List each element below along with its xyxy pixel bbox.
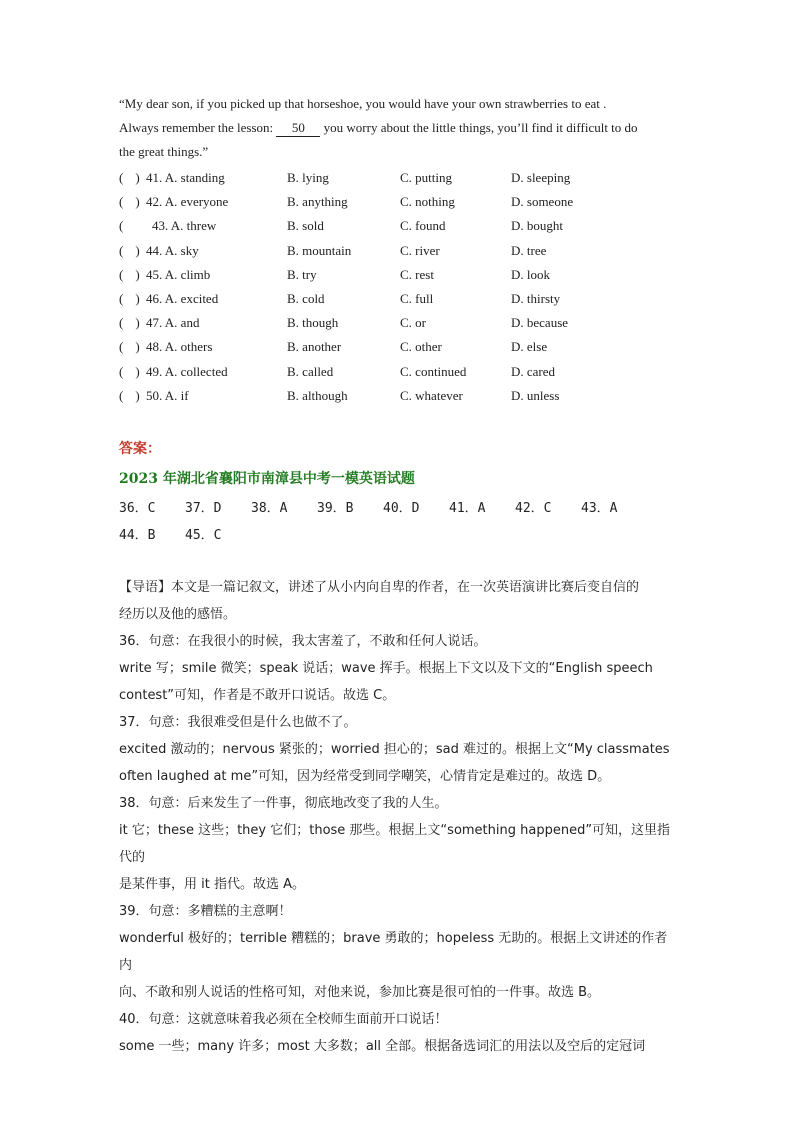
answer-label: 答案：: [119, 441, 161, 457]
option-b: B. lying: [287, 170, 329, 185]
option-c: C. rest: [400, 266, 434, 282]
option-a: 45. A. climb: [146, 266, 211, 282]
answer-key-row: [119, 498, 679, 525]
option-c: C. river: [400, 242, 440, 258]
explanation-line: 39．句意：多糟糕的主意啊！: [119, 904, 292, 919]
option-b: B. sold: [287, 218, 324, 234]
option-row: [119, 287, 679, 311]
answer-bracket: ( ): [119, 266, 140, 282]
explanation-line: it 它；these 这些；they 它们；those 那些。根据上文“something happened”可知，这里指代的: [119, 823, 671, 865]
explanation-line: some 一些；many 许多；most 大多数；all 全部。根据备选词汇的用法以及空后的定冠词: [119, 1039, 646, 1054]
passage-line-1: “My dear son, if you picked up that horseshoe, you would have your own strawberries to eat .: [119, 96, 607, 111]
explanation-line: 是某件事，用 it 指代。故选 A。: [119, 877, 305, 892]
answer-bracket: ( ): [119, 170, 140, 185]
option-a: 41. A. standing: [146, 170, 225, 185]
option-row: [119, 311, 679, 335]
explanation-line: write 写；smile 微笑；speak 说话；wave 挥手。根据上下文以及下文的“English speech: [119, 661, 653, 676]
explanation-line: 37．句意：我很难受但是什么也做不了。: [119, 715, 357, 730]
option-a: 48. A. others: [146, 339, 213, 355]
option-b: B. try: [287, 266, 317, 282]
answer-key: 39．B: [317, 501, 354, 516]
answer-bracket: (: [119, 218, 124, 234]
explanation-line: 38．句意：后来发生了一件事，彻底地改变了我的人生。: [119, 796, 448, 811]
option-b: B. another: [287, 339, 342, 355]
passage-line-2-end: you worry about the little things, you’ll find it difficult to do: [320, 120, 638, 135]
answer-bracket: ( ): [119, 194, 140, 210]
option-a: 43. A. threw: [152, 218, 217, 234]
option-row: [119, 263, 679, 287]
option-d: D. tree: [511, 242, 547, 258]
option-d: D. thirsty: [511, 290, 561, 306]
option-row: [119, 335, 679, 359]
option-row: [119, 214, 679, 238]
option-row: [119, 190, 679, 214]
option-c: C. nothing: [400, 194, 455, 210]
option-b: B. although: [287, 387, 348, 403]
option-c: C. or: [400, 315, 426, 331]
option-c: C. full: [400, 290, 434, 306]
answer-bracket: ( ): [119, 242, 140, 258]
option-b: B. though: [287, 315, 339, 331]
answer-key-row: [119, 525, 679, 552]
option-row: [119, 239, 679, 263]
answer-key: 44．B: [119, 528, 156, 543]
answer-key: 45．C: [185, 528, 222, 543]
answer-key: 37．D: [185, 501, 222, 516]
answer-source-title: 2023 年湖北省襄阳市南漳县中考一模英语试题: [119, 471, 415, 487]
option-b: B. mountain: [287, 242, 352, 258]
passage-line-3: the great things.”: [119, 144, 209, 159]
answer-bracket: ( ): [119, 363, 140, 379]
option-c: C. whatever: [400, 387, 463, 403]
explanation-line: 【导语】本文是一篇记叙文，讲述了从小内向自卑的作者，在一次英语演讲比赛后变自信的: [119, 580, 640, 595]
option-a: 42. A. everyone: [146, 194, 229, 210]
answer-keys: [119, 498, 679, 552]
option-a: 46. A. excited: [146, 290, 219, 306]
option-b: B. called: [287, 363, 334, 379]
options-list: [119, 166, 679, 408]
answer-key: 42．C: [515, 501, 552, 516]
option-d: D. bought: [511, 218, 563, 234]
option-d: D. look: [511, 266, 550, 282]
option-a: 50. A. if: [146, 387, 189, 403]
explanation-line: contest”可知，作者是不敢开口说话。故选 C。: [119, 688, 396, 703]
answer-key: 36．C: [119, 501, 156, 516]
option-c: C. continued: [400, 363, 467, 379]
passage-text: [119, 92, 679, 164]
option-a: 49. A. collected: [146, 363, 228, 379]
option-row: [119, 384, 679, 408]
answer-bracket: ( ): [119, 387, 140, 403]
option-a: 44. A. sky: [146, 242, 199, 258]
option-d: D. unless: [511, 387, 560, 403]
option-row: [119, 360, 679, 384]
answer-bracket: ( ): [119, 315, 140, 331]
answer-key: 40．D: [383, 501, 420, 516]
explanation-line: often laughed at me”可知，因为经常受到同学嘲笑，心情肯定是难过的。故选 D。: [119, 769, 611, 784]
explanation: [119, 574, 679, 1060]
passage-line-2: [119, 116, 679, 140]
option-row: [119, 166, 679, 190]
blank-50: 50: [276, 120, 320, 137]
answer-key: 43．A: [581, 501, 618, 516]
explanation-line: 向、不敢和别人说话的性格可知，对他来说，参加比赛是很可怕的一件事。故选 B。: [119, 985, 601, 1000]
answer-key: 38．A: [251, 501, 288, 516]
passage-line-2-start: Always remember the lesson:: [119, 120, 277, 135]
explanation-line: 40．句意：这就意味着我必须在全校师生面前开口说话！: [119, 1012, 448, 1027]
option-b: B. cold: [287, 290, 325, 306]
option-d: D. else: [511, 339, 548, 355]
option-b: B. anything: [287, 194, 348, 210]
explanation-line: excited 激动的；nervous 紧张的；worried 担心的；sad 难过的。根据上文“My classmates: [119, 742, 670, 757]
option-d: D. someone: [511, 194, 574, 210]
explanation-line: wonderful 极好的；terrible 糟糕的；brave 勇敢的；hopeless 无助的。根据上文讲述的作者内: [119, 931, 668, 973]
explanation-line: 经历以及他的感悟。: [119, 607, 237, 622]
option-c: C. putting: [400, 170, 453, 185]
option-d: D. cared: [511, 363, 556, 379]
explanation-line: 36．句意：在我很小的时候，我太害羞了，不敢和任何人说话。: [119, 634, 487, 649]
answer-bracket: ( ): [119, 290, 140, 306]
option-a: 47. A. and: [146, 315, 200, 331]
option-c: C. found: [400, 218, 446, 234]
answer-bracket: ( ): [119, 339, 140, 355]
option-d: D. because: [511, 315, 569, 331]
option-c: C. other: [400, 339, 442, 355]
option-d: D. sleeping: [511, 170, 571, 185]
answer-key: 41．A: [449, 501, 486, 516]
